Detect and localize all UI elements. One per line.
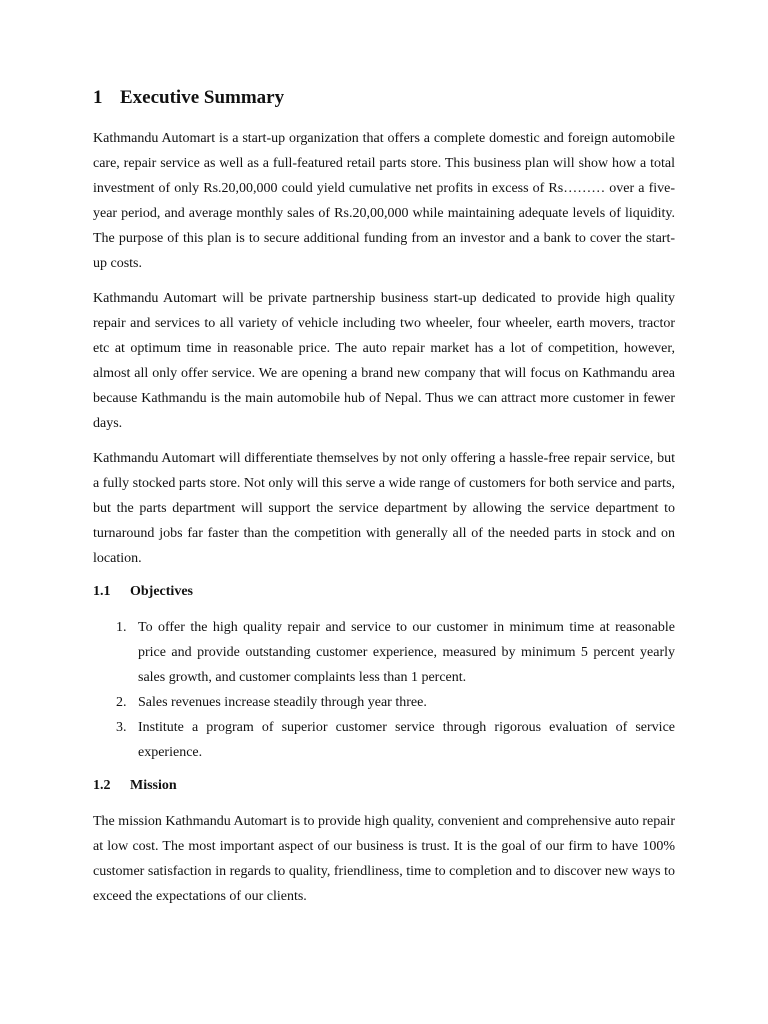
subsection-title: Objectives bbox=[130, 584, 193, 599]
list-item bbox=[93, 615, 675, 690]
subsection-heading-mission bbox=[93, 775, 675, 797]
list-marker: 1. bbox=[116, 620, 127, 635]
section-number: 1 bbox=[93, 87, 103, 108]
subsection-number: 1.2 bbox=[93, 778, 111, 793]
paragraph: Kathmandu Automart is a start-up organization that offers a complete domestic and foreign automobile care, repair service as well as a full-featured retail parts store. This business plan will show how a total investment of only Rs.20,00,000 could yield cumulative net profits in excess of Rs……… over a five-year period, and average monthly sales of Rs.20,00,000 while maintaining adequate levels of liquidity. The purpose of this plan is to secure additional funding from an investor and a bank to cover the start-up costs. bbox=[93, 131, 675, 271]
list-item-text: Institute a program of superior customer service through rigorous evaluation of service experience. bbox=[138, 720, 675, 760]
list-item bbox=[93, 715, 675, 765]
objectives-list bbox=[93, 615, 675, 765]
subsection-heading-objectives bbox=[93, 581, 675, 603]
paragraph: Kathmandu Automart will differentiate themselves by not only offering a hassle-free repair service, but a fully stocked parts store. Not only will this serve a wide range of customers for both service and parts, but the parts department will support the service department by allowing the service department to turnaround jobs far faster than the competition with generally all of the needed parts in stock and on location. bbox=[93, 451, 676, 566]
list-marker: 3. bbox=[116, 720, 127, 735]
subsection-title: Mission bbox=[130, 778, 177, 793]
list-item-text: Sales revenues increase steadily through year three. bbox=[138, 695, 427, 710]
list-item bbox=[93, 690, 675, 715]
document-page bbox=[93, 84, 675, 919]
paragraph: Kathmandu Automart will be private partnership business start-up dedicated to provide high quality repair and services to all variety of vehicle including two wheeler, four wheeler, earth movers, tractor etc at optimum time in reasonable price. The auto repair market has a lot of competition, however, almost all only offer service. We are opening a brand new company that will focus on Kathmandu area because Kathmandu is the main automobile hub of Nepal. Thus we can attract more customer in fewer days. bbox=[93, 291, 675, 431]
list-item-text: To offer the high quality repair and service to our customer in minimum time at reasonable price and provide outstanding customer experience, measured by minimum 5 percent yearly sales growth, and customer complaints less than 1 percent. bbox=[138, 620, 675, 685]
subsection-number: 1.1 bbox=[93, 584, 111, 599]
section-heading bbox=[93, 84, 675, 112]
section-title: Executive Summary bbox=[120, 87, 285, 108]
paragraph: The mission Kathmandu Automart is to provide high quality, convenient and comprehensive auto repair at low cost. The most important aspect of our business is trust. It is the goal of our firm to have 100% customer satisfaction in regards to quality, friendliness, time to completion and to discover new ways to exceed the expectations of our clients. bbox=[93, 814, 675, 904]
list-marker: 2. bbox=[116, 695, 127, 710]
